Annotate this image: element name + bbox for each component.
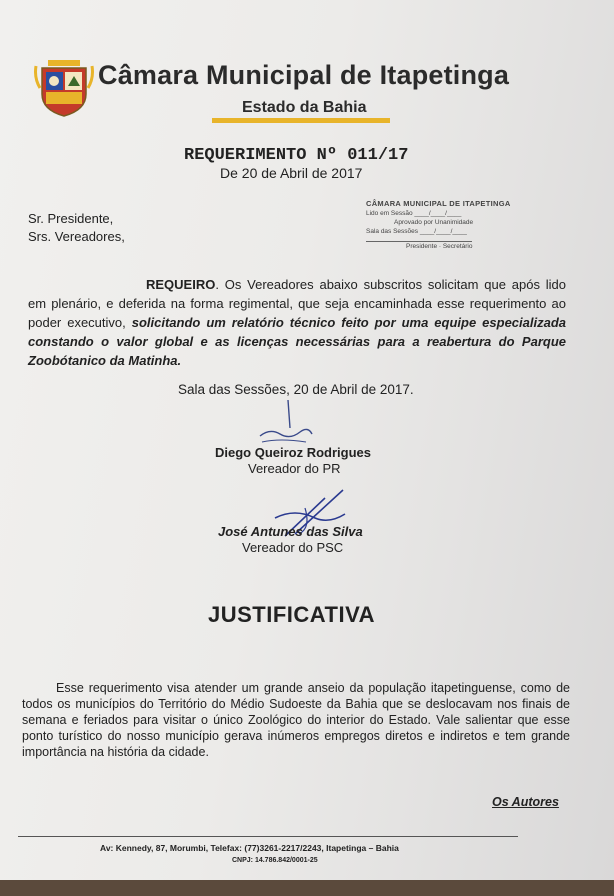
stamp-approved-line: Aprovado por Unanimidade (394, 219, 474, 226)
signatory-2-name: José Antunes das Silva (218, 524, 363, 539)
salutation-councilors: Srs. Vereadores, (28, 229, 125, 244)
signature-1-scribble (250, 398, 320, 448)
stamp-session-line: Sala das Sessões ____/____/____ (366, 228, 467, 235)
approval-stamp (366, 199, 536, 269)
justification-paragraph: Esse requerimento visa atender um grande anseio da população itapetinguense, como de todos os municípios do Território do Médio Sudoeste da Bahia que se deslocavam nos finais de semana e feriados para visitar o único Zoológico do interior do Estado. Vale salientar que esse ponto turístico do nosso município gerava inúmeros empregos diretos e indiretos e tem grande importância na história da cidade. (22, 681, 570, 759)
signatory-1-role: Vereador do PR (248, 461, 341, 476)
state-subtitle: Estado da Bahia (242, 99, 367, 116)
request-emphasis: solicitando um relatório técnico feito por uma equipe especializada constando o valor global e as licenças necessárias para a reabertura do Parque Zoobótanico da Matinha. (28, 315, 566, 368)
salutation-president: Sr. Presidente, (28, 211, 114, 226)
stamp-title: CÂMARA MUNICIPAL DE ITAPETINGA (366, 199, 511, 208)
signatory-2-role: Vereador do PSC (242, 540, 344, 555)
coat-of-arms-logo (34, 58, 94, 118)
justification-body (22, 680, 570, 760)
footer-divider (18, 836, 518, 837)
request-text: . Os Vereadores abaixo subscritos solicitam que após lido em plenário, e deferida na forma regimental, que seja encaminhada esse requerimento ao poder executivo, (28, 277, 566, 330)
stamp-read-line: Lido em Sessão ____/____/____ (366, 210, 462, 217)
stamp-signature-line: Presidente · Secretário (366, 241, 472, 250)
chamber-name-title: Câmara Municipal de Itapetinga (98, 60, 510, 90)
signatory-1-name: Diego Queiroz Rodrigues (215, 445, 372, 460)
document-date: De 20 de Abril de 2017 (220, 165, 363, 181)
table-surface (0, 880, 614, 896)
document-title: REQUERIMENTO Nº 011/17 (184, 146, 409, 165)
footer-cnpj: CNPJ: 14.786.842/0001-25 (232, 857, 318, 864)
request-lead: REQUEIRO (146, 277, 216, 292)
authors-closing: Os Autores (492, 795, 559, 809)
header-underline (212, 118, 390, 123)
request-body (28, 275, 566, 370)
sessions-date-line: Sala das Sessões, 20 de Abril de 2017. (178, 382, 414, 397)
footer-address: Av: Kennedy, 87, Morumbi, Telefax: (77)3261-2217/2243, Itapetinga – Bahia (100, 843, 399, 853)
justification-heading: JUSTIFICATIVA (208, 602, 376, 627)
